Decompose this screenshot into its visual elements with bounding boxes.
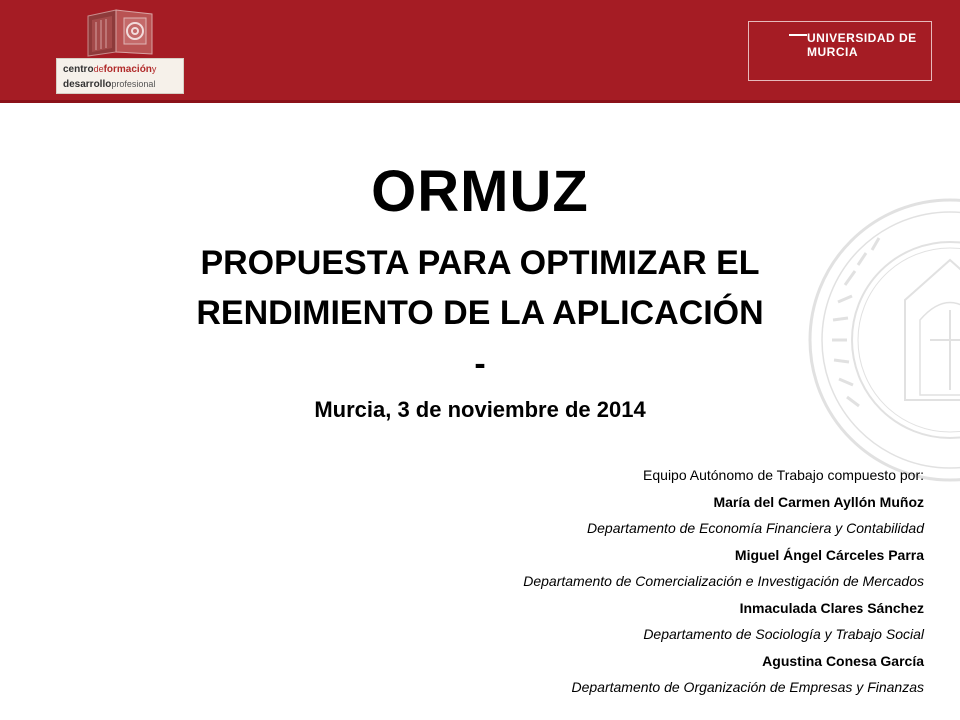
universidad-murcia-logo	[748, 21, 932, 81]
page-subtitle	[60, 238, 900, 338]
team-member-department: Departamento de Economía Financiera y Contabilidad	[587, 520, 924, 536]
centro-formacion-label	[56, 58, 184, 94]
university-seal-watermark	[800, 190, 960, 490]
header-bar	[0, 0, 960, 102]
centro-formacion-emblem-icon	[86, 8, 154, 58]
subtitle-line-1: PROPUESTA PARA OPTIMIZAR EL	[200, 244, 760, 282]
title-separator: -	[474, 345, 486, 383]
centro-formacion-logo	[56, 8, 186, 92]
team-member-name: Inmaculada Clares Sánchez	[739, 599, 924, 616]
team-member-name: María del Carmen Ayllón Muñoz	[713, 493, 924, 510]
universidad-murcia-text	[807, 31, 917, 59]
page-title: ORMUZ	[371, 159, 589, 224]
team-member-department: Departamento de Sociología y Trabajo Social	[643, 626, 924, 642]
team-intro: Equipo Autónomo de Trabajo compuesto por:	[643, 467, 924, 483]
logo-rule	[789, 34, 807, 36]
team-member-department: Departamento de Comercialización e Investigación de Mercados	[523, 573, 924, 589]
team-member-name: Miguel Ángel Cárceles Parra	[734, 546, 924, 563]
logo-line-murcia: MURCIA	[807, 45, 858, 59]
header-divider	[0, 100, 960, 103]
subtitle-line-2: RENDIMIENTO DE LA APLICACIÓN	[196, 294, 764, 332]
logo-text-y: y	[151, 64, 157, 74]
logo-text-de: de	[93, 64, 104, 74]
logo-text-formacion: formación	[103, 64, 152, 75]
logo-text-centro: centro	[63, 64, 94, 75]
team-member-name: Agustina Conesa García	[762, 652, 924, 669]
logo-text-profesional: profesional	[111, 79, 156, 89]
logo-line-universidad: UNIVERSIDAD DE	[807, 31, 917, 45]
team-list	[164, 462, 924, 701]
presentation-date: Murcia, 3 de noviembre de 2014	[314, 397, 646, 422]
team-member-department: Departamento de Organización de Empresas y Finanzas	[571, 679, 924, 695]
logo-text-desarrollo: desarrollo	[63, 79, 112, 90]
